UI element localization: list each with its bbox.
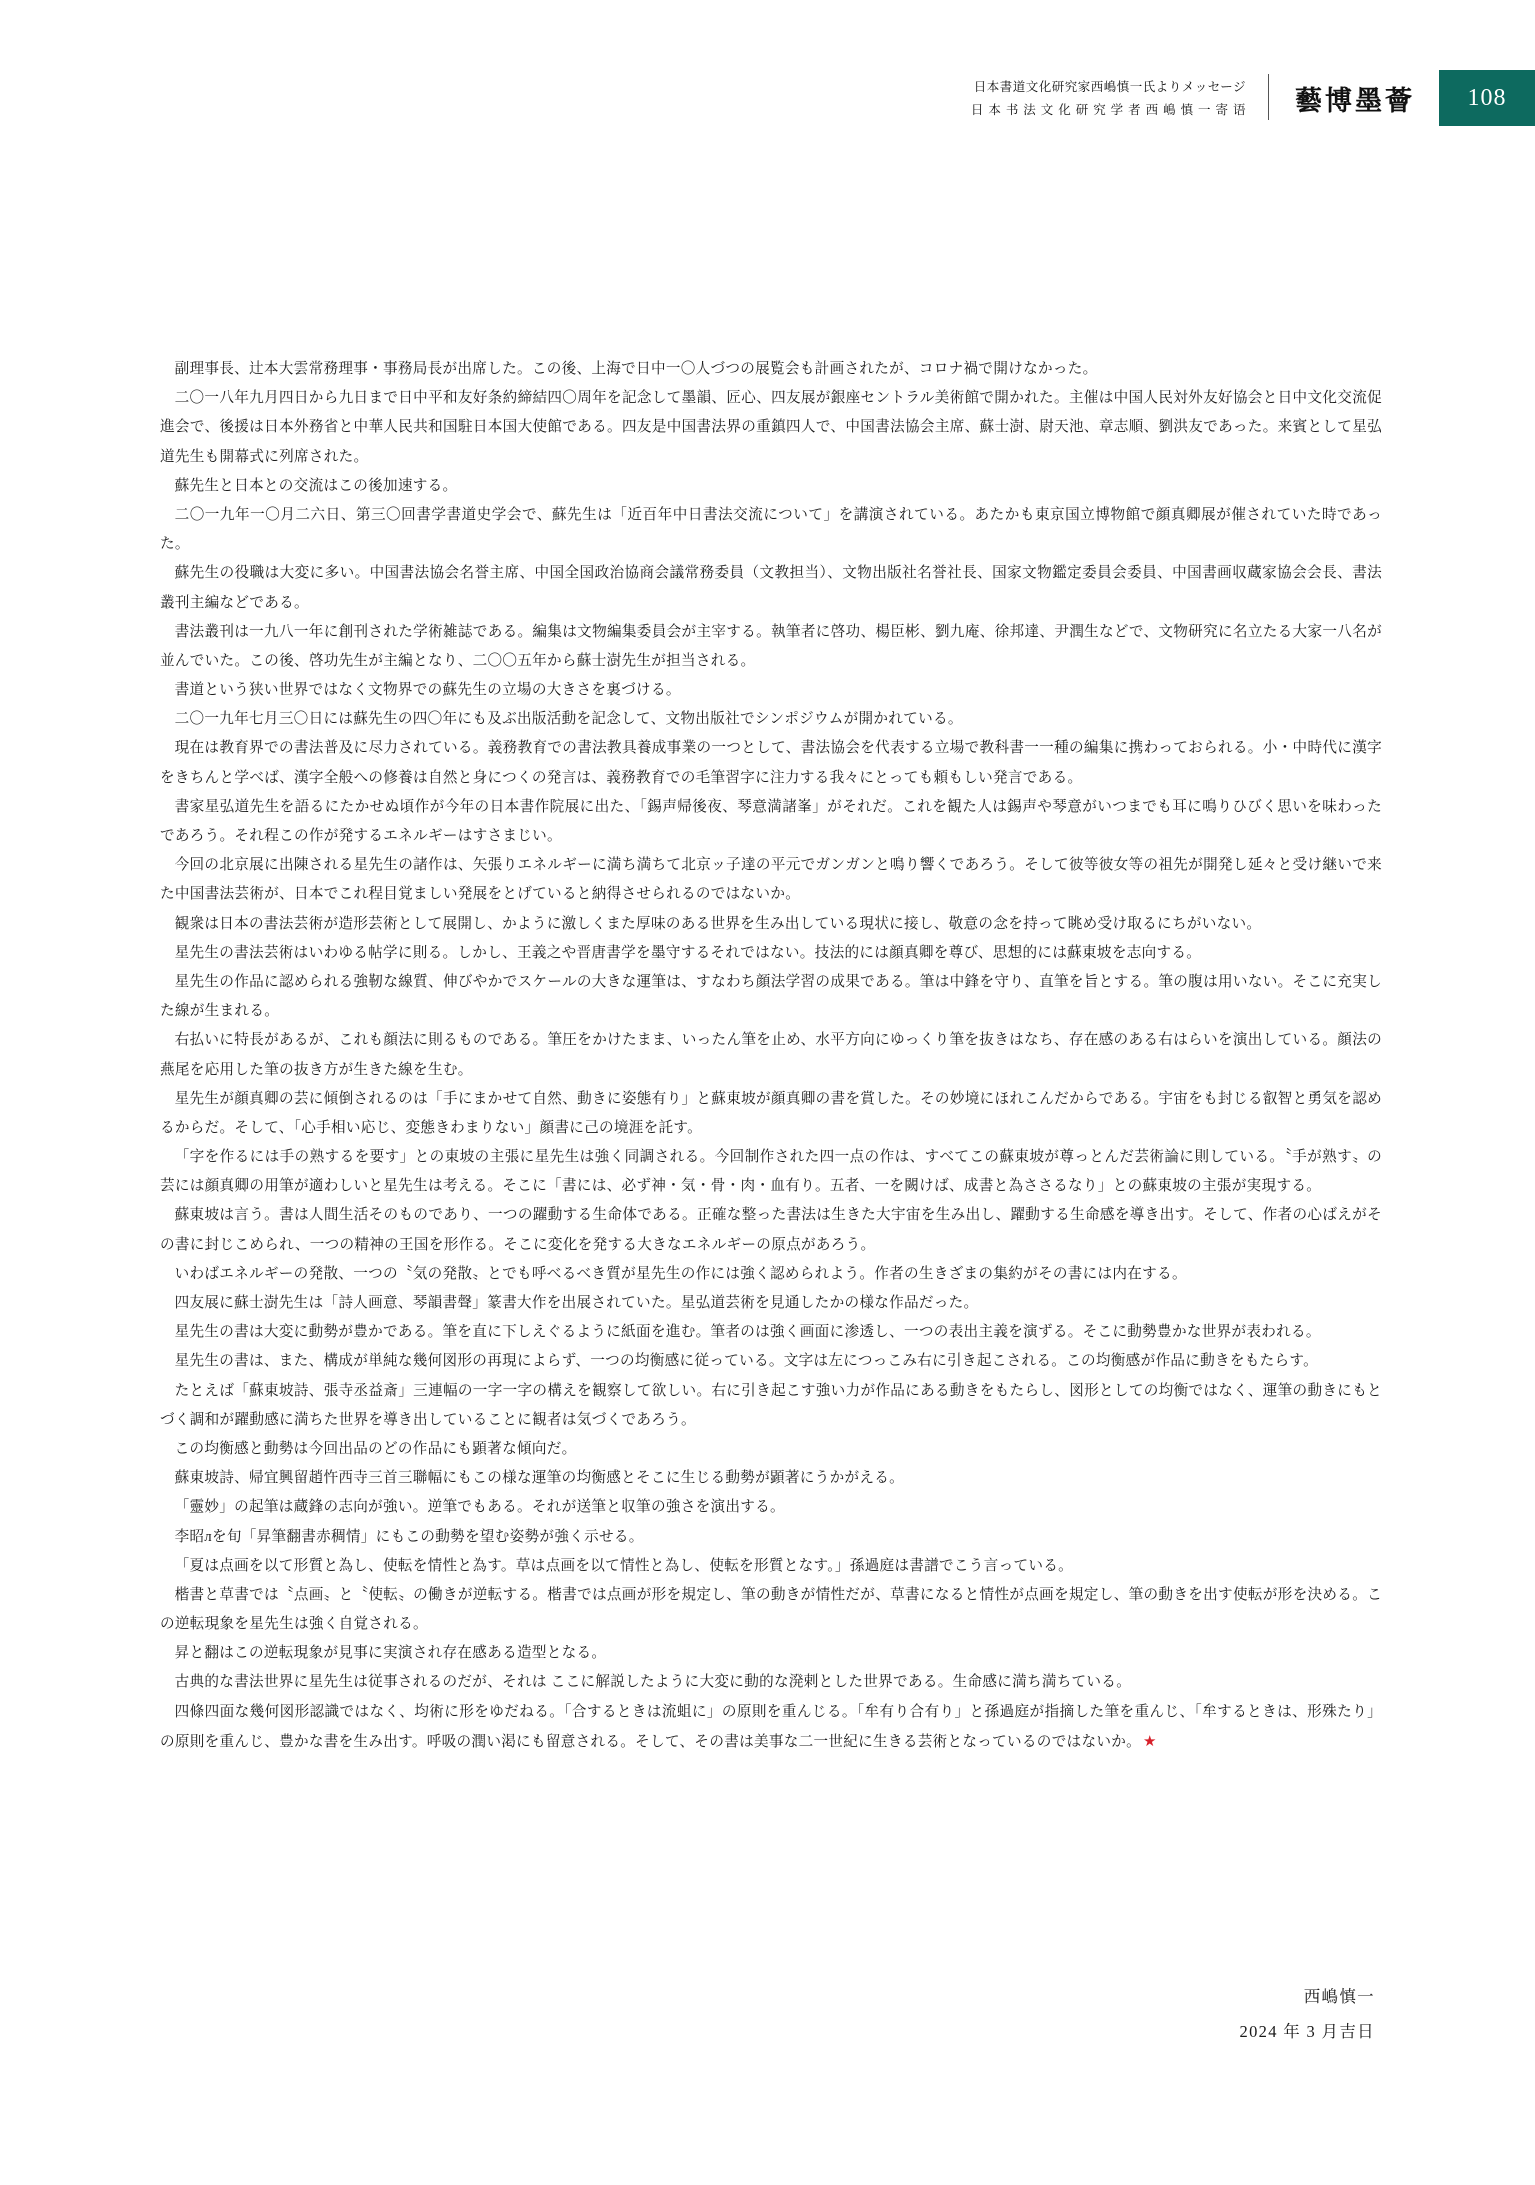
paragraph: 蘇先生と日本との交流はこの後加速する。: [174, 477, 458, 494]
article-body: [160, 355, 1382, 1757]
paragraph-final: [160, 1698, 1382, 1757]
paragraph: 蘇先生の役職は大変に多い。中国書法協会名誉主席、中国全国政治協商会議常務委員（文教担当）、文物出版社名誉社長、国家文物鑑定委員会委員、中国書画収蔵家協会会長、書法叢刊主編などである。: [160, 565, 1382, 611]
paragraph: 「靈妙」の起筆は蔵鋒の志向が強い。逆筆でもある。それが送筆と収筆の強さを演出する。: [174, 1499, 785, 1516]
paragraph: 楷書と草書では〝点画〟と〝使転〟の働きが逆転する。楷書では点画が形を規定し、筆の動きが情性だが、草書になると情性が点画を規定し、筆の動きを出す使転が形を決める。この逆転現象を星先生は強く自覚される。: [160, 1586, 1382, 1633]
paragraph: 観衆は日本の書法芸術が造形芸術として展開し、かように激しくまた厚味のある世界を生み出している現状に接し、敬意の念を持って眺め受け取るにちがいない。: [174, 915, 1262, 932]
paragraph: いわばエネルギーの発散、一つの〝気の発散〟とでも呼べるべき質が星先生の作には強く認められよう。作者の生きざまの集約がその書には内在する。: [174, 1265, 1187, 1282]
paragraph: 「字を作るには手の熟するを要す」との東坡の主張に星先生は強く同調される。今回制作された四一点の作は、すべてこの蘇東坡が尊っとんだ芸術論に則している。〝手が熟す〟の芸には顔真卿の用筆が適わしいと星先生は考える。そこに「書には、必ず神・気・骨・肉・血有り。五者、一を闕けば、成書と為ささるなり」との蘇東坡の主張が実現する。: [160, 1149, 1382, 1195]
paragraph: 「夏は点画を以て形質と為し、使転を情性と為す。草は点画を以て情性と為し、使転を形質となす。」孫過庭は書譜でこう言っている。: [174, 1557, 1073, 1574]
paragraph: 副理事長、辻本大雲常務理事・事務局長が出席した。この後、上海で日中一〇人づつの展覧会も計画されたが、コロナ禍で開けなかった。: [174, 361, 1098, 377]
paragraph: 書道という狭い世界ではなく文物界での蘇先生の立場の大きさを裏づける。: [174, 682, 681, 699]
paragraph: 二〇一九年一〇月二六日、第三〇回書学書道史学会で、蘇先生は「近百年中日書法交流について」を講演されている。あたかも東京国立博物館で顔真卿展が催されていた時であった。: [160, 506, 1382, 553]
paragraph: 今回の北京展に出陳される星先生の諸作は、矢張りエネルギーに満ち満ちて北京ッ子達の平元でガンガンと鳴り響くであろう。そして彼等彼女等の祖先が開発し延々と受け継いで来た中国書法芸術が、日本でこれ程目覚ましい発展をとげていると納得させられるのではないか。: [160, 857, 1382, 903]
paragraph: 星先生の作品に認められる強靭な線質、伸びやかでスケールの大きな運筆は、すなわち顔法学習の成果である。筆は中鋒を守り、直筆を旨とする。筆の腹は用いない。そこに充実した線が生まれる。: [160, 973, 1382, 1020]
paragraph: 星先生が顔真卿の芸に傾倒されるのは「手にまかせて自然、動きに姿態有り」と蘇東坡が顔真卿の書を賞した。その妙境にほれこんだからである。宇宙をも封じる叡智と勇気を認めるからだ。そして、「心手相い応じ、変態きわまりない」顔書に己の境涯を託す。: [160, 1090, 1382, 1136]
paragraph: 蘇東坡詩、帰宜興留趙忤西寺三首三聯幅にもこの様な運筆の均衡感とそこに生じる動勢が顕著にうかがえる。: [174, 1470, 904, 1487]
paragraph: 書家星弘道先生を語るにたかせぬ頃作が今年の日本書作院展に出た、「錫声帰後夜、琴意満諸峯」がそれだ。これを観た人は錫声や琴意がいつまでも耳に鳴りひびく思いを味わったであろう。それ程この作が発するエネルギーはすさまじい。: [160, 798, 1382, 844]
paragraph: 右払いに特長があるが、これも顔法に則るものである。筆圧をかけたまま、いったん筆を止め、水平方向にゆっくり筆を抜きはなち、存在感のある右はらいを演出している。顔法の燕尾を応用した筆の抜き方が生きた線を生む。: [160, 1032, 1382, 1078]
publication-logo: 藝博墨薈: [1295, 85, 1415, 117]
page-header: [0, 70, 1535, 130]
paragraph: 星先生の書法芸術はいわゆる帖学に則る。しかし、王義之や晋唐書学を墨守するそれではない。技法的には顔真卿を尊び、思想的には蘇東坡を志向する。: [174, 944, 1202, 961]
paragraph: 現在は教育界での書法普及に尽力されている。義務教育での書法教具養成事業の一つとして、書法協会を代表する立場で教科書一一種の編集に携わっておられる。小・中時代に漢字をきちんと学べば、漢字全般への修養は自然と身につくの発言は、義務教育での毛筆習字に注力する我々にとっても頼もしい発言である。: [160, 740, 1382, 786]
signature-date: 2024 年 3 月吉日: [1239, 2021, 1375, 2041]
paragraph: 李昭лを旬「昇筆翻書赤稠情」にもこの動勢を望む姿勢が強く示せる。: [174, 1528, 644, 1545]
header-inner: [971, 70, 1535, 126]
paragraph-text: 四條四面な幾何図形認識ではなく、均術に形をゆだねる。「合するときは流蛆に」の原則を重んじる。「牟有り合有り」と孫過庭が指摘した筆を重んじ、「牟するときは、形殊たり」の原則を重んじ、豊かな書を生み出す。呼吸の潤い渇にも留意される。そして、その書は美事な二一世紀に生きる芸術となっているのではないか。: [160, 1703, 1382, 1750]
paragraph: 四友展に蘇士澍先生は「詩人画意、琴韻書聲」篆書大作を出展されていた。星弘道芸術を見通したかの様な作品だった。: [174, 1295, 979, 1311]
paragraph: 星先生の書は大変に動勢が豊かである。筆を直に下しえぐるように紙面を進む。筆者のは強く画面に渗透し、一つの表出主義を演ずる。そこに動勢豊かな世界が表われる。: [174, 1324, 1321, 1341]
paragraph: 二〇一九年七月三〇日には蘇先生の四〇年にも及ぶ出版活動を記念して、文物出版社でシンポジウムが開かれている。: [174, 711, 963, 728]
paragraph: この均衡感と動勢は今回出品のどの作品にも顕著な傾向だ。: [174, 1440, 577, 1457]
paragraph: 昇と翻はこの逆転現象が見事に実演され存在感ある造型となる。: [174, 1645, 607, 1662]
paragraph: 書法叢刊は一九八一年に創刊された学術雑誌である。編集は文物編集委員会が主宰する。執筆者に啓功、楊臣彬、劉九庵、徐邦達、尹潤生などで、文物研究に名立たる大家一八名が並んでいた。この後、啓功先生が主編となり、二〇〇五年から蘇士澍先生が担当される。: [160, 623, 1382, 669]
page-number-badge: 108: [1439, 70, 1535, 126]
paragraph: たとえば「蘇東坡詩、張寺丞益斎」三連幅の一字一字の構えを観察して欲しい。右に引き起こす強い力が作品にある動きをもたらし、図形としての均衡ではなく、運筆の動きにもとづく調和が躍動感に満ちた世界を導き出していることに観者は気づくであろう。: [160, 1382, 1382, 1428]
author-name: 西嶋慎一: [1303, 1987, 1375, 2006]
paragraph: 二〇一八年九月四日から九日まで日中平和友好条約締結四〇周年を記念して墨韻、匠心、四友展が銀座セントラル美術館で開かれた。主催は中国人民対外友好協会と日中文化交流促進会で、後援は日本外務省と中華人民共和国駐日本国大使館である。四友是中国書法界の重鎮四人で、中国書法協会主席、蘇士澍、尉天池、章志順、劉洪友であった。来賓として星弘道先生も開幕式に列席された。: [160, 390, 1382, 465]
end-marker-star: ★: [1143, 1733, 1157, 1750]
signature-block: [1015, 1980, 1375, 2049]
paragraph: 蘇東坡は言う。書は人間生活そのものであり、一つの躍動する生命体である。正確な整った書法は生きた大宇宙を生み出し、躍動する生命感を導き出す。そして、作者の心ばえがその書に封じこめられ、一つの精神の王国を形作る。そこに変化を発する大きなエネルギーの原点があろう。: [160, 1207, 1382, 1253]
paragraph: 古典的な書法世界に星先生は従事されるのだが、それは ここに解説したように大変に動的な溌剌とした世界である。生命感に満ち満ちている。: [174, 1674, 1132, 1691]
header-line-chinese: 日 本 书 法 文 化 研 究 学 者 西 嶋 慎 一 寄 语: [970, 102, 1246, 117]
header-message-lines: [971, 70, 1268, 126]
paragraph: 星先生の書は、また、構成が単純な幾何図形の再現によらず、一つの均衡感に従っている。文字は左につっこみ右に引き起こされる。この均衡感が作品に動きをもたらす。: [174, 1353, 1319, 1370]
header-line-japanese: 日本書道文化研究家西嶋慎一氏よりメッセージ: [973, 78, 1246, 94]
